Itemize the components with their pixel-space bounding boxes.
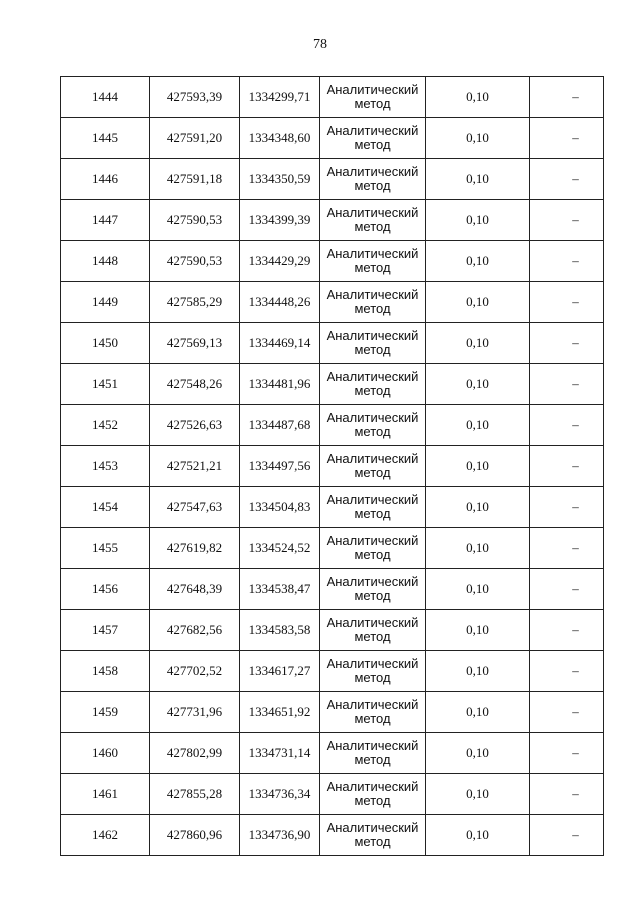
note-text: – [572, 827, 579, 842]
point-number-cell [61, 323, 150, 364]
note-cell [530, 610, 604, 651]
table-row [61, 241, 604, 282]
note-cell [530, 200, 604, 241]
y-coordinate-text: 1334504,83 [248, 499, 311, 514]
point-number-cell [61, 364, 150, 405]
y-coordinate-cell [240, 446, 320, 487]
accuracy-cell [426, 446, 530, 487]
x-coordinate-cell [150, 159, 240, 200]
x-coordinate-cell [150, 528, 240, 569]
note-text: – [572, 499, 579, 514]
y-coordinate-text: 1334448,26 [248, 294, 311, 309]
point-number-cell [61, 815, 150, 856]
accuracy-cell [426, 815, 530, 856]
note-text: – [572, 417, 579, 432]
note-cell [530, 241, 604, 282]
table-row [61, 364, 604, 405]
y-coordinate-cell [240, 569, 320, 610]
accuracy-text: 0,10 [466, 253, 489, 268]
accuracy-cell [426, 528, 530, 569]
accuracy-cell [426, 159, 530, 200]
x-coordinate-text: 427590,53 [166, 253, 223, 268]
y-coordinate-text: 1334583,58 [248, 622, 311, 637]
point-number-text: 1456 [92, 581, 118, 596]
x-coordinate-cell [150, 77, 240, 118]
table-row [61, 569, 604, 610]
accuracy-text: 0,10 [466, 294, 489, 309]
y-coordinate-text: 1334399,39 [248, 212, 311, 227]
x-coordinate-cell [150, 815, 240, 856]
y-coordinate-cell [240, 774, 320, 815]
method-cell [320, 528, 426, 569]
table-row [61, 282, 604, 323]
method-text: Аналитический метод [326, 410, 419, 439]
note-text: – [572, 581, 579, 596]
accuracy-text: 0,10 [466, 171, 489, 186]
accuracy-cell [426, 118, 530, 159]
point-number-text: 1447 [92, 212, 118, 227]
method-cell [320, 282, 426, 323]
method-text: Аналитический метод [326, 492, 419, 521]
note-cell [530, 405, 604, 446]
accuracy-text: 0,10 [466, 786, 489, 801]
point-number-text: 1454 [92, 499, 118, 514]
point-number-cell [61, 159, 150, 200]
point-number-text: 1455 [92, 540, 118, 555]
y-coordinate-text: 1334736,90 [248, 827, 311, 842]
x-coordinate-text: 427648,39 [166, 581, 223, 596]
table-row [61, 200, 604, 241]
point-number-cell [61, 282, 150, 323]
x-coordinate-cell [150, 282, 240, 323]
table-row [61, 651, 604, 692]
point-number-cell [61, 446, 150, 487]
y-coordinate-cell [240, 733, 320, 774]
note-text: – [572, 540, 579, 555]
x-coordinate-cell [150, 487, 240, 528]
note-cell [530, 364, 604, 405]
note-cell [530, 528, 604, 569]
x-coordinate-text: 427526,63 [166, 417, 223, 432]
method-text: Аналитический метод [326, 451, 419, 480]
table-row [61, 692, 604, 733]
accuracy-text: 0,10 [466, 745, 489, 760]
point-number-text: 1445 [92, 130, 118, 145]
y-coordinate-text: 1334350,59 [248, 171, 311, 186]
point-number-cell [61, 118, 150, 159]
table-row [61, 774, 604, 815]
note-cell [530, 651, 604, 692]
point-number-cell [61, 528, 150, 569]
method-text: Аналитический метод [326, 820, 419, 849]
y-coordinate-cell [240, 364, 320, 405]
accuracy-text: 0,10 [466, 827, 489, 842]
accuracy-cell [426, 651, 530, 692]
table-row [61, 118, 604, 159]
note-text: – [572, 294, 579, 309]
method-cell [320, 118, 426, 159]
note-text: – [572, 663, 579, 678]
point-number-cell [61, 651, 150, 692]
method-cell [320, 610, 426, 651]
method-cell [320, 692, 426, 733]
method-text: Аналитический метод [326, 779, 419, 808]
method-cell [320, 200, 426, 241]
x-coordinate-text: 427569,13 [166, 335, 223, 350]
accuracy-cell [426, 774, 530, 815]
x-coordinate-text: 427591,18 [166, 171, 223, 186]
point-number-cell [61, 774, 150, 815]
accuracy-text: 0,10 [466, 212, 489, 227]
point-number-text: 1448 [92, 253, 118, 268]
method-text: Аналитический метод [326, 369, 419, 398]
method-text: Аналитический метод [326, 656, 419, 685]
x-coordinate-text: 427591,20 [166, 130, 223, 145]
accuracy-text: 0,10 [466, 704, 489, 719]
note-cell [530, 815, 604, 856]
table-row [61, 487, 604, 528]
note-text: – [572, 458, 579, 473]
point-number-text: 1444 [92, 89, 118, 104]
point-number-text: 1458 [92, 663, 118, 678]
point-number-text: 1457 [92, 622, 118, 637]
x-coordinate-cell [150, 733, 240, 774]
note-cell [530, 774, 604, 815]
point-number-text: 1450 [92, 335, 118, 350]
x-coordinate-text: 427619,82 [166, 540, 223, 555]
accuracy-text: 0,10 [466, 130, 489, 145]
table-body [61, 77, 604, 856]
table-row [61, 77, 604, 118]
y-coordinate-text: 1334731,14 [248, 745, 311, 760]
method-text: Аналитический метод [326, 164, 419, 193]
note-cell [530, 446, 604, 487]
table-row [61, 528, 604, 569]
accuracy-text: 0,10 [466, 417, 489, 432]
note-text: – [572, 253, 579, 268]
point-number-text: 1449 [92, 294, 118, 309]
accuracy-text: 0,10 [466, 335, 489, 350]
note-text: – [572, 171, 579, 186]
y-coordinate-cell [240, 159, 320, 200]
x-coordinate-text: 427548,26 [166, 376, 223, 391]
y-coordinate-cell [240, 528, 320, 569]
accuracy-text: 0,10 [466, 499, 489, 514]
accuracy-cell [426, 692, 530, 733]
point-number-text: 1451 [92, 376, 118, 391]
x-coordinate-cell [150, 692, 240, 733]
accuracy-cell [426, 364, 530, 405]
note-cell [530, 77, 604, 118]
y-coordinate-cell [240, 815, 320, 856]
note-cell [530, 323, 604, 364]
table-row [61, 159, 604, 200]
point-number-text: 1459 [92, 704, 118, 719]
note-text: – [572, 745, 579, 760]
accuracy-cell [426, 323, 530, 364]
x-coordinate-cell [150, 364, 240, 405]
accuracy-cell [426, 77, 530, 118]
method-cell [320, 569, 426, 610]
y-coordinate-text: 1334524,52 [248, 540, 311, 555]
method-text: Аналитический метод [326, 123, 419, 152]
point-number-text: 1460 [92, 745, 118, 760]
x-coordinate-text: 427855,28 [166, 786, 223, 801]
method-text: Аналитический метод [326, 574, 419, 603]
y-coordinate-cell [240, 610, 320, 651]
method-cell [320, 487, 426, 528]
x-coordinate-text: 427802,99 [166, 745, 223, 760]
x-coordinate-text: 427590,53 [166, 212, 223, 227]
table-row [61, 405, 604, 446]
accuracy-text: 0,10 [466, 622, 489, 637]
y-coordinate-cell [240, 200, 320, 241]
note-cell [530, 569, 604, 610]
point-number-cell [61, 569, 150, 610]
y-coordinate-text: 1334651,92 [248, 704, 311, 719]
y-coordinate-text: 1334497,56 [248, 458, 311, 473]
note-cell [530, 282, 604, 323]
y-coordinate-text: 1334429,29 [248, 253, 311, 268]
y-coordinate-text: 1334481,96 [248, 376, 311, 391]
point-number-cell [61, 77, 150, 118]
method-cell [320, 774, 426, 815]
y-coordinate-text: 1334617,27 [248, 663, 311, 678]
x-coordinate-cell [150, 241, 240, 282]
table-row [61, 446, 604, 487]
table-row [61, 733, 604, 774]
x-coordinate-cell [150, 323, 240, 364]
table-row [61, 323, 604, 364]
x-coordinate-cell [150, 405, 240, 446]
point-number-text: 1462 [92, 827, 118, 842]
x-coordinate-text: 427593,39 [166, 89, 223, 104]
note-text: – [572, 89, 579, 104]
y-coordinate-cell [240, 692, 320, 733]
x-coordinate-cell [150, 610, 240, 651]
x-coordinate-cell [150, 446, 240, 487]
method-cell [320, 323, 426, 364]
y-coordinate-text: 1334538,47 [248, 581, 311, 596]
method-text: Аналитический метод [326, 82, 419, 111]
x-coordinate-text: 427702,52 [166, 663, 223, 678]
y-coordinate-text: 1334348,60 [248, 130, 311, 145]
point-number-text: 1461 [92, 786, 118, 801]
point-number-cell [61, 200, 150, 241]
x-coordinate-cell [150, 774, 240, 815]
method-text: Аналитический метод [326, 205, 419, 234]
accuracy-cell [426, 487, 530, 528]
x-coordinate-cell [150, 200, 240, 241]
method-text: Аналитический метод [326, 615, 419, 644]
point-number-cell [61, 692, 150, 733]
note-text: – [572, 786, 579, 801]
y-coordinate-cell [240, 651, 320, 692]
point-number-text: 1446 [92, 171, 118, 186]
x-coordinate-cell [150, 569, 240, 610]
method-cell [320, 733, 426, 774]
point-number-cell [61, 733, 150, 774]
note-text: – [572, 622, 579, 637]
note-text: – [572, 130, 579, 145]
y-coordinate-cell [240, 77, 320, 118]
method-cell [320, 364, 426, 405]
method-text: Аналитический метод [326, 738, 419, 767]
note-text: – [572, 704, 579, 719]
note-cell [530, 118, 604, 159]
accuracy-cell [426, 610, 530, 651]
y-coordinate-cell [240, 487, 320, 528]
method-cell [320, 815, 426, 856]
table-row [61, 610, 604, 651]
point-number-cell [61, 487, 150, 528]
accuracy-text: 0,10 [466, 540, 489, 555]
table-row [61, 815, 604, 856]
x-coordinate-text: 427731,96 [166, 704, 223, 719]
accuracy-cell [426, 569, 530, 610]
accuracy-text: 0,10 [466, 663, 489, 678]
x-coordinate-text: 427521,21 [166, 458, 223, 473]
point-number-cell [61, 241, 150, 282]
y-coordinate-cell [240, 118, 320, 159]
y-coordinate-cell [240, 282, 320, 323]
note-cell [530, 733, 604, 774]
method-text: Аналитический метод [326, 533, 419, 562]
accuracy-cell [426, 405, 530, 446]
point-number-cell [61, 405, 150, 446]
method-cell [320, 77, 426, 118]
x-coordinate-text: 427860,96 [166, 827, 223, 842]
method-text: Аналитический метод [326, 328, 419, 357]
method-cell [320, 405, 426, 446]
note-text: – [572, 335, 579, 350]
method-text: Аналитический метод [326, 697, 419, 726]
method-cell [320, 446, 426, 487]
y-coordinate-text: 1334736,34 [248, 786, 311, 801]
y-coordinate-text: 1334469,14 [248, 335, 311, 350]
method-cell [320, 241, 426, 282]
accuracy-cell [426, 733, 530, 774]
y-coordinate-cell [240, 405, 320, 446]
point-number-text: 1453 [92, 458, 118, 473]
method-cell [320, 159, 426, 200]
point-number-cell [61, 610, 150, 651]
x-coordinate-text: 427682,56 [166, 622, 223, 637]
y-coordinate-text: 1334487,68 [248, 417, 311, 432]
accuracy-cell [426, 282, 530, 323]
accuracy-text: 0,10 [466, 458, 489, 473]
x-coordinate-text: 427585,29 [166, 294, 223, 309]
accuracy-text: 0,10 [466, 376, 489, 391]
coordinates-table [60, 76, 604, 856]
point-number-text: 1452 [92, 417, 118, 432]
accuracy-cell [426, 241, 530, 282]
note-text: – [572, 212, 579, 227]
y-coordinate-cell [240, 241, 320, 282]
y-coordinate-cell [240, 323, 320, 364]
y-coordinate-text: 1334299,71 [248, 89, 311, 104]
note-cell [530, 159, 604, 200]
x-coordinate-cell [150, 118, 240, 159]
note-cell [530, 487, 604, 528]
page-number: 78 [313, 37, 327, 52]
accuracy-text: 0,10 [466, 89, 489, 104]
accuracy-text: 0,10 [466, 581, 489, 596]
x-coordinate-text: 427547,63 [166, 499, 223, 514]
method-text: Аналитический метод [326, 287, 419, 316]
method-cell [320, 651, 426, 692]
accuracy-cell [426, 200, 530, 241]
x-coordinate-cell [150, 651, 240, 692]
note-cell [530, 692, 604, 733]
note-text: – [572, 376, 579, 391]
method-text: Аналитический метод [326, 246, 419, 275]
